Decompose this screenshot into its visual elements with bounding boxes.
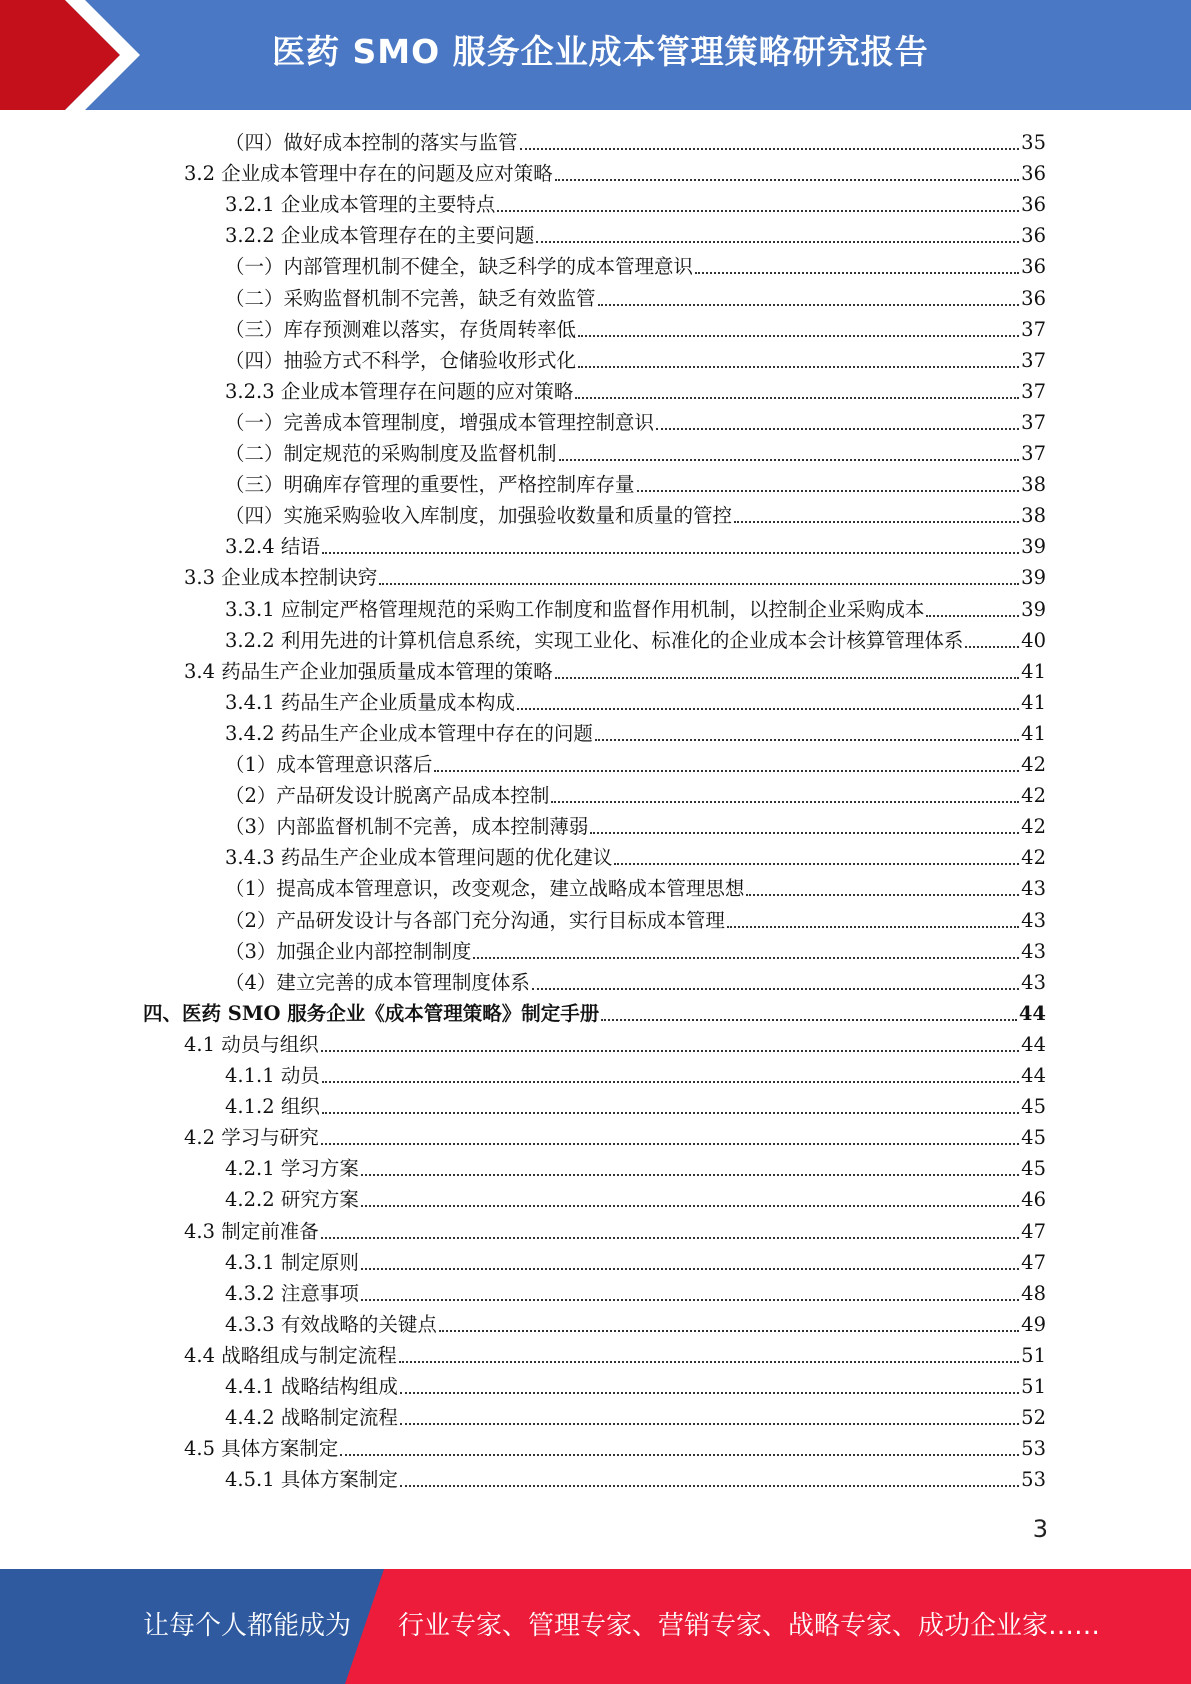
toc-entry-page: 47 [1021,1219,1046,1243]
toc-dot-leader [520,148,1020,150]
toc-entry[interactable] [225,127,1046,158]
toc-entry-label: 3.2 企业成本管理中存在的问题及应对策略 [184,162,553,186]
toc-entry[interactable] [225,1153,1046,1184]
toc-entry[interactable] [225,376,1046,407]
toc-entry-page: 45 [1021,1095,1046,1119]
toc-entry-label: （1）成本管理意识落后 [225,753,433,776]
toc-dot-leader [695,272,1019,274]
toc-entry[interactable] [225,749,1046,780]
toc-entry-page: 41 [1021,659,1046,683]
toc-entry-page: 36 [1021,224,1046,248]
report-title: 医药 SMO 服务企业成本管理策略研究报告 [272,32,929,71]
toc-entry[interactable] [184,562,1046,593]
toc-entry[interactable] [225,873,1046,904]
toc-dot-leader [598,304,1020,306]
toc-entry-label: 3.2.3 企业成本管理存在问题的应对策略 [225,379,574,403]
toc-entry-label: 3.2.2 企业成本管理存在的主要问题 [225,224,535,248]
toc-entry[interactable] [225,1091,1046,1122]
toc-entry-page: 42 [1021,753,1046,776]
toc-entry-label: （四）做好成本控制的落实与监管 [225,131,518,154]
toc-entry-page: 49 [1021,1312,1046,1336]
toc-dot-leader [551,801,1019,803]
toc-entry[interactable] [225,251,1046,282]
toc-entry-label: 4.4.1 战略结构组成 [225,1375,398,1398]
toc-entry-page: 53 [1021,1468,1046,1492]
toc-entry[interactable] [225,842,1046,873]
toc-dot-leader [322,552,1019,554]
toc-entry-label: 3.4.2 药品生产企业成本管理中存在的问题 [225,721,593,745]
toc-entry-page: 35 [1021,131,1046,154]
toc-entry-label: （1）提高成本管理意识，改变观念，建立战略成本管理思想 [225,877,745,901]
toc-dot-leader [322,1081,1019,1083]
toc-entry[interactable] [225,1402,1046,1433]
toc-entry[interactable] [225,469,1046,500]
toc-entry-label: 4.3.1 制定原则 [225,1250,359,1274]
toc-entry-label: （四）实施采购验收入库制度，加强验收数量和质量的管控 [225,504,733,528]
toc-dot-leader [322,1112,1019,1114]
toc-dot-leader [601,1019,1017,1021]
toc-dot-leader [926,615,1019,617]
toc-entry-page: 37 [1021,410,1046,434]
toc-entry[interactable] [184,1122,1046,1153]
toc-entry[interactable] [225,314,1046,345]
toc-entry-page: 39 [1021,566,1046,590]
toc-entry-label: 4.2.1 学习方案 [225,1157,359,1181]
footer-slogan-left: 让每个人都能成为 [143,1611,352,1641]
header-band [0,0,1191,110]
toc-entry-page: 42 [1021,784,1046,808]
toc-entry-page: 52 [1021,1406,1046,1430]
toc-entry-page: 51 [1021,1375,1046,1398]
toc-entry[interactable] [225,967,1046,998]
toc-entry-label: 3.3.1 应制定严格管理规范的采购工作制度和监督作用机制，以控制企业采购成本 [225,597,925,621]
toc-entry-page: 36 [1021,162,1046,186]
toc-dot-leader [517,708,1019,710]
toc-entry-page: 47 [1021,1250,1046,1274]
toc-entry-page: 39 [1021,597,1046,621]
toc-entry-label: （一）完善成本管理制度，增强成本管理控制意识 [225,410,655,434]
toc-entry-page: 36 [1021,255,1046,279]
toc-entry-label: （二）制定规范的采购制度及监督机制 [225,442,557,465]
toc-entry-page: 41 [1021,690,1046,714]
toc-dot-leader [321,1143,1019,1145]
toc-entry-page: 36 [1021,193,1046,217]
toc-entry-page: 39 [1021,535,1046,559]
toc-dot-leader [590,832,1019,834]
toc-entry-label: 4.2.2 研究方案 [225,1188,359,1212]
toc-entry[interactable] [225,687,1046,718]
toc-dot-leader [536,241,1019,243]
toc-entry-page: 41 [1021,721,1046,745]
toc-entry-label: 3.4.3 药品生产企业成本管理问题的优化建议 [225,846,613,870]
toc-entry-page: 43 [1021,877,1046,901]
toc-entry-label: 4.3 制定前准备 [184,1219,319,1243]
page-number: 3 [1032,1515,1048,1543]
toc-dot-leader [497,210,1019,212]
toc-entry-page: 37 [1021,442,1046,465]
toc-entry[interactable] [225,1309,1046,1340]
toc-entry-label: （2）产品研发设计与各部门充分沟通，实行目标成本管理 [225,908,725,932]
toc-entry-page: 43 [1021,970,1046,994]
toc-entry[interactable] [225,1464,1046,1495]
toc-entry[interactable] [225,438,1046,469]
toc-entry[interactable] [184,656,1046,687]
toc-entry-label: 3.2.2 利用先进的计算机信息系统，实现工业化、标准化的企业成本会计核算管理体系 [225,628,964,652]
toc-entry-label: 4.3.2 注意事项 [225,1281,359,1305]
toc-dot-leader [532,988,1019,990]
toc-entry[interactable] [225,407,1046,438]
toc-entry-label: 四、医药 SMO 服务企业《成本管理策略》制定手册 [143,1001,600,1025]
toc-entry-page: 51 [1021,1343,1046,1367]
toc-entry-page: 44 [1021,1032,1046,1056]
toc-entry-label: （三）明确库存管理的重要性，严格控制库存量 [225,473,635,497]
toc-entry-label: 4.1 动员与组织 [184,1032,319,1056]
toc-dot-leader [361,1268,1019,1270]
toc-entry[interactable] [225,1060,1046,1091]
toc-entry-page: 37 [1021,317,1046,341]
toc-dot-leader [361,1299,1019,1301]
toc-dot-leader [473,957,1019,959]
toc-entry-page: 44 [1018,1001,1046,1025]
toc-entry[interactable] [184,1340,1046,1371]
toc-entry-page: 46 [1021,1188,1046,1212]
toc-entry-label: （2）产品研发设计脱离产品成本控制 [225,784,550,808]
toc-entry-label: 4.3.3 有效战略的关键点 [225,1312,437,1336]
toc-entry[interactable] [225,220,1046,251]
toc-dot-leader [379,583,1019,585]
toc-entry-page: 43 [1021,908,1046,932]
toc-entry-label: 3.2.1 企业成本管理的主要特点 [225,193,496,217]
toc-entry-page: 42 [1021,846,1046,870]
toc-entry[interactable] [225,718,1046,749]
toc-dot-leader [746,894,1019,896]
toc-dot-leader [400,1485,1019,1487]
toc-entry-label: （四）抽验方式不科学，仓储验收形式化 [225,348,577,372]
toc-dot-leader [637,490,1020,492]
toc-entry[interactable] [225,283,1046,314]
toc-dot-leader [400,1423,1019,1425]
toc-entry-label: 4.5.1 具体方案制定 [225,1468,398,1492]
toc-entry-page: 45 [1021,1157,1046,1181]
toc-dot-leader [614,863,1019,865]
toc-entry-label: （一）内部管理机制不健全，缺乏科学的成本管理意识 [225,255,694,279]
toc-entry-page: 38 [1021,504,1046,528]
toc-entry-label: 4.1.1 动员 [225,1064,320,1087]
toc-dot-leader [559,459,1020,461]
toc-entry-page: 53 [1021,1437,1046,1461]
toc-entry[interactable] [184,1029,1046,1060]
toc-entry-label: （二）采购监督机制不完善，缺乏有效监管 [225,286,596,310]
toc-entry[interactable] [184,1433,1046,1464]
toc-entry[interactable] [143,998,1046,1029]
toc-entry-page: 42 [1021,815,1046,839]
toc-dot-leader [575,397,1019,399]
toc-entry-label: （3）内部监督机制不完善，成本控制薄弱 [225,815,589,839]
toc-entry-page: 36 [1021,286,1046,310]
toc-entry-label: 4.4.2 战略制定流程 [225,1406,398,1430]
toc-entry[interactable] [225,1184,1046,1215]
toc-entry[interactable] [225,905,1046,936]
toc-dot-leader [727,926,1019,928]
toc-entry-label: 3.4.1 药品生产企业质量成本构成 [225,690,515,714]
toc-entry[interactable] [225,345,1046,376]
toc-entry-page: 44 [1021,1064,1046,1087]
toc-dot-leader [555,179,1019,181]
toc-dot-leader [578,335,1019,337]
toc-entry[interactable] [225,811,1046,842]
toc-entry[interactable] [225,1247,1046,1278]
toc-dot-leader [361,1205,1019,1207]
toc-dot-leader [399,1361,1019,1363]
toc-entry[interactable] [225,531,1046,562]
toc-entry-label: 4.2 学习与研究 [184,1126,319,1150]
toc-entry-label: 4.5 具体方案制定 [184,1437,339,1461]
toc-entry[interactable] [225,780,1046,811]
toc-entry-page: 43 [1021,939,1046,963]
toc-dot-leader [340,1454,1019,1456]
toc-dot-leader [361,1174,1019,1176]
toc-dot-leader [555,677,1019,679]
footer-band [0,1569,1191,1684]
toc-dot-leader [321,1237,1019,1239]
toc-entry-page: 37 [1021,348,1046,372]
toc-entry[interactable] [225,625,1046,656]
toc-dot-leader [439,1330,1019,1332]
toc-entry-page: 48 [1021,1281,1046,1305]
toc-dot-leader [321,1050,1019,1052]
red-arrow-icon [0,0,160,110]
toc-entry-label: （3）加强企业内部控制制度 [225,939,472,963]
toc-entry-label: 3.4 药品生产企业加强质量成本管理的策略 [184,659,553,683]
toc-entry-label: （4）建立完善的成本管理制度体系 [225,970,530,994]
toc-dot-leader [965,646,1019,648]
toc-entry-label: 3.2.4 结语 [225,535,320,559]
toc-entry[interactable] [184,158,1046,189]
toc-entry-page: 38 [1021,473,1046,497]
toc-dot-leader [656,428,1019,430]
toc-entry-label: 4.1.2 组织 [225,1095,320,1119]
toc-entry-page: 37 [1021,379,1046,403]
toc-entry-page: 40 [1021,628,1046,652]
toc-entry-label: 4.4 战略组成与制定流程 [184,1343,397,1367]
toc-entry[interactable] [225,1371,1046,1402]
toc-entry[interactable] [225,1278,1046,1309]
toc-entry-label: （三）库存预测难以落实，存货周转率低 [225,317,577,341]
toc-dot-leader [734,521,1019,523]
toc-entry[interactable] [225,189,1046,220]
toc-entry-label: 3.3 企业成本控制诀窍 [184,566,378,590]
toc-dot-leader [578,366,1019,368]
toc-dot-leader [400,1392,1019,1394]
toc-dot-leader [434,770,1019,772]
toc-dot-leader [595,739,1019,741]
toc-entry[interactable] [225,594,1046,625]
toc-entry-page: 45 [1021,1126,1046,1150]
toc-entry[interactable] [225,936,1046,967]
toc-entry[interactable] [184,1216,1046,1247]
toc-entry[interactable] [225,500,1046,531]
footer-slogan-right: 行业专家、管理专家、营销专家、战略专家、成功企业家…… [398,1611,1101,1641]
